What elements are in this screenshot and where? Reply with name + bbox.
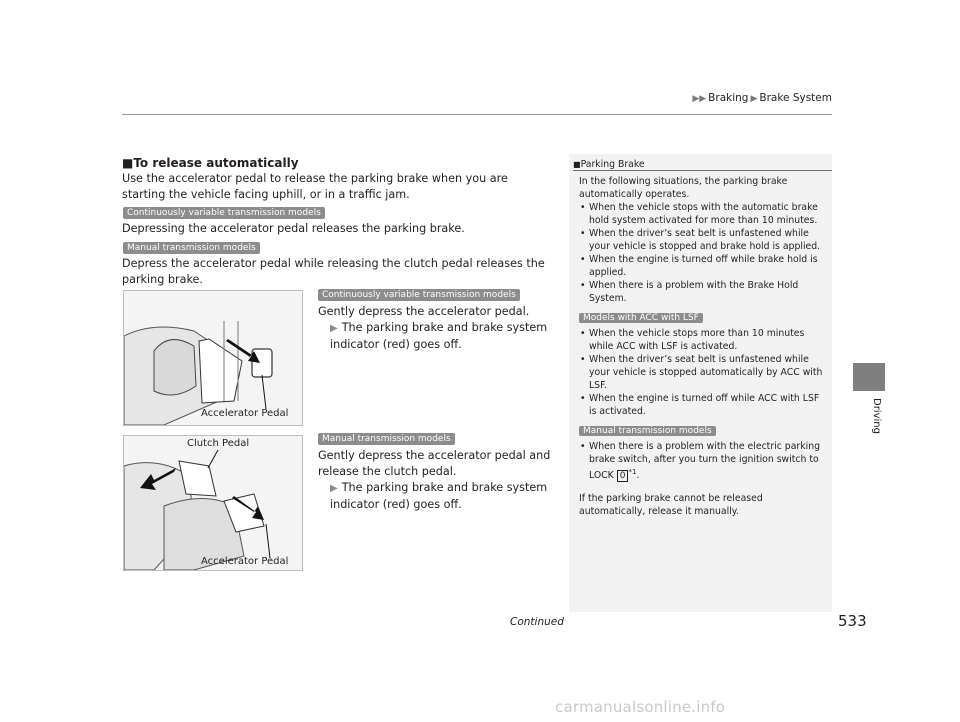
note-body [579,175,826,518]
mt-paragraph: Depress the accelerator pedal while releasing the clutch pedal releases the parking brake. [122,257,545,286]
clutch-and-accelerator-illustration [123,435,303,571]
result-arrow-icon: ▶ [330,323,338,334]
section-heading [122,156,299,170]
badge-cvt-step: Continuously variable transmission models [318,289,520,301]
breadcrumb-braking: Braking [708,92,749,104]
note-item: • When there is a problem with the Brake Hold System. [579,279,826,305]
note-item: • When the vehicle stops more than 10 minutes while ACC with LSF is activated. [579,327,826,353]
note-item: • When the engine is turned off while ACC with LSF is activated. [579,392,826,418]
arrow-icon: ▶ [750,94,758,104]
note-icon: ■ [573,160,581,169]
note-closing: If the parking brake cannot be released automatically, release it manually. [579,493,763,518]
caption-accelerator-pedal-2: Accelerator Pedal [201,556,289,567]
result-arrow-icon: ▶ [330,483,338,494]
mt-result [330,480,556,513]
cvt-result-text: The parking brake and brake system indicator (red) goes off. [330,321,548,351]
badge-acc: Models with ACC with LSF [579,313,703,323]
note-title: ■Parking Brake [573,159,645,170]
cvt-paragraph: Depressing the accelerator pedal releases the parking brake. [122,222,465,235]
footnote-ref: *1 [628,468,637,476]
note-item: • When the engine is turned off while brake hold is applied. [579,253,826,279]
caption-accelerator-pedal: Accelerator Pedal [201,408,289,419]
badge-mt-step: Manual transmission models [318,433,455,445]
cvt-step-text: Gently depress the accelerator pedal. [318,305,530,318]
badge-cvt: Continuously variable transmission models [123,207,325,219]
intro-paragraph: Use the accelerator pedal to release the parking brake when you are starting the vehicle facing uphill, or in a traffic jam. [122,172,508,201]
note-item: • When the driver’s seat belt is unfastened while your vehicle is stopped and brake hold is applied. [579,227,826,253]
heading-text: To release automatically [133,156,299,170]
page-number: 533 [838,612,867,630]
note-item: • When the driver’s seat belt is unfastened while your vehicle is stopped automatically by ACC with LSF. [579,353,826,392]
mt-step-text: Gently depress the accelerator pedal and release the clutch pedal. [318,449,551,478]
badge-mt: Manual transmission models [123,242,260,254]
caption-clutch-pedal: Clutch Pedal [187,438,250,449]
breadcrumb-brake-system: Brake System [759,92,832,104]
breadcrumb [0,92,832,104]
badge-mt-note: Manual transmission models [579,426,716,436]
note-item: • When there is a problem with the electric parking brake switch, after you turn the ignition switch to LOCK 0 $^{*1}$. [579,440,826,482]
note-item: • When the vehicle stops with the automatic brake hold system activated for more than 10 minutes. [579,201,826,227]
lock-key-icon: 0 [617,470,629,482]
accelerator-pedal-illustration [123,290,303,426]
watermark: carmanualsonline.info [555,698,726,716]
arrow-icon: ▶▶ [692,94,707,104]
cvt-result [330,320,556,353]
heading-marker: ■ [122,156,134,170]
header-rule [122,114,832,115]
note-rule [573,170,832,171]
continued-label: Continued [510,616,564,628]
note-intro: In the following situations, the parking brake automatically operates. [579,176,788,200]
mt-result-text: The parking brake and brake system indicator (red) goes off. [330,481,548,511]
chapter-tab [853,363,885,391]
chapter-label: Driving [871,398,882,434]
